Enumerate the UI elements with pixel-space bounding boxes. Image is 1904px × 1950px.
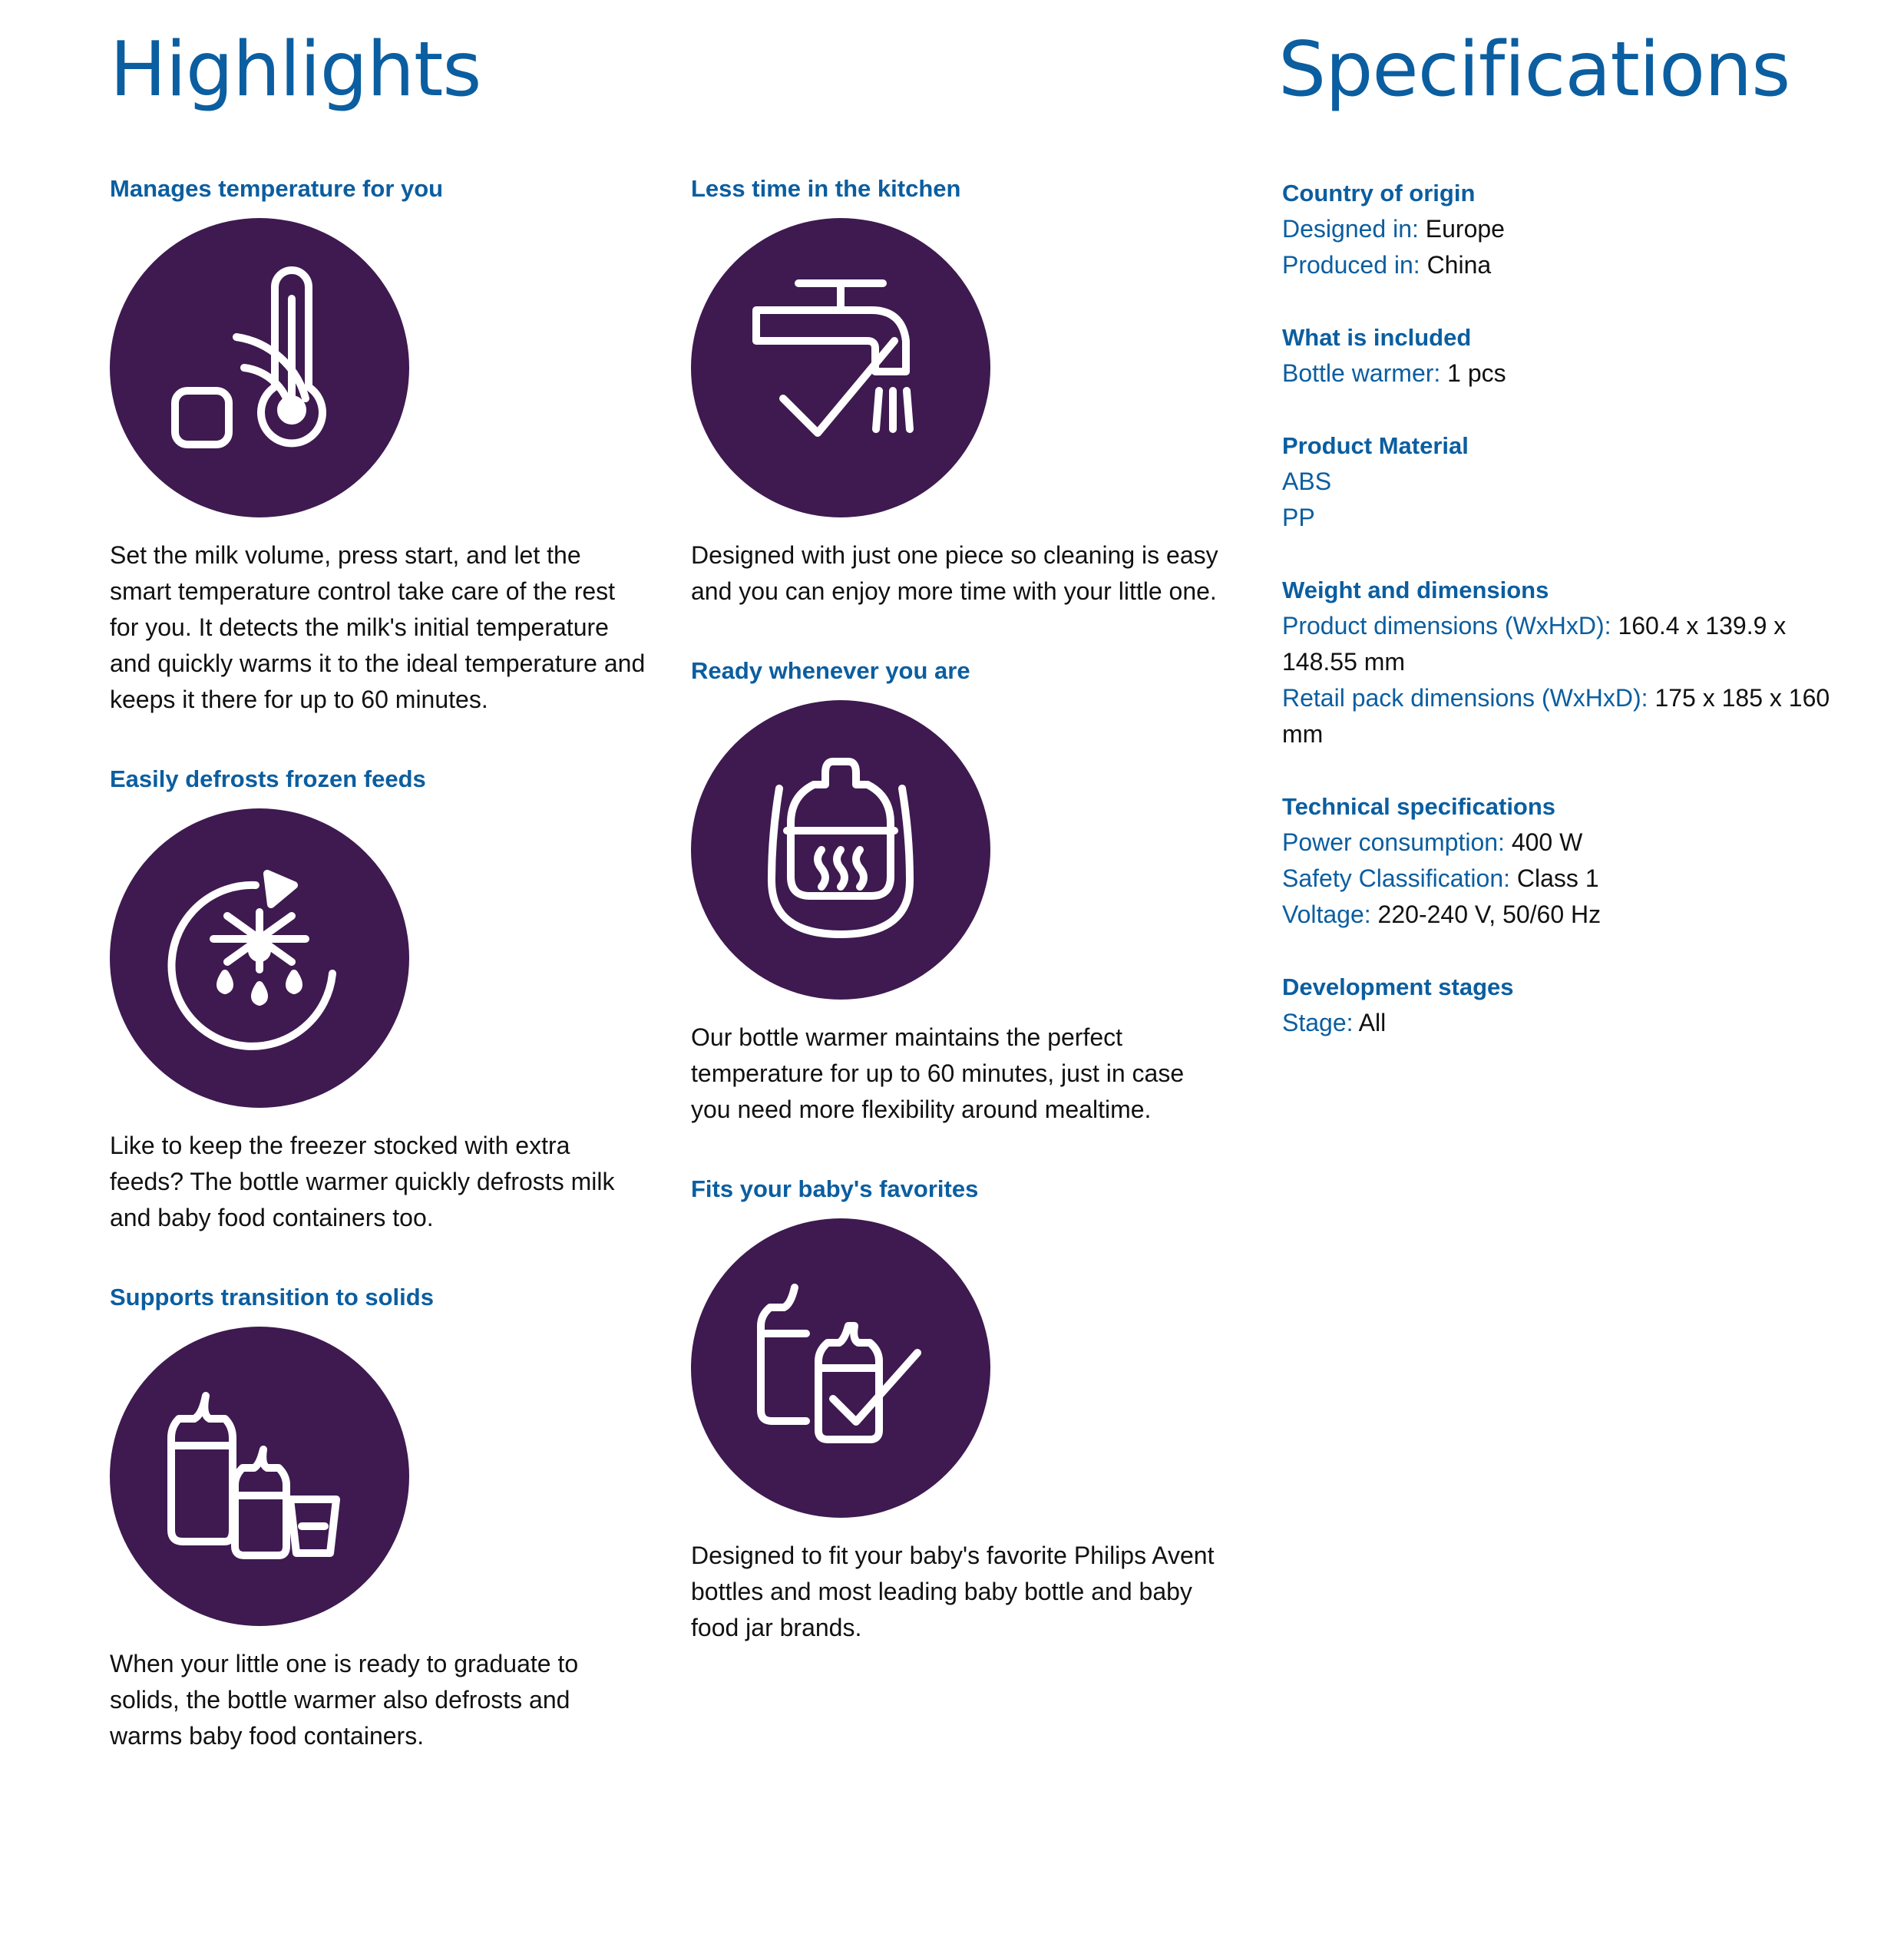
feature-transition-solids [110, 1284, 647, 1754]
specifications-column [1282, 175, 1850, 1077]
feature-less-time-kitchen [691, 175, 1228, 610]
feature-heading: Less time in the kitchen [691, 175, 961, 202]
highlights-title: Highlights [110, 26, 481, 114]
feature-defrosts [110, 765, 647, 1236]
spec-group-weight-dimensions [1282, 572, 1850, 752]
spec-group-technical [1282, 788, 1850, 933]
spec-line [1282, 608, 1850, 680]
highlights-column-left [110, 175, 647, 1802]
spec-value: China [1426, 251, 1492, 279]
feature-description: Our bottle warmer maintains the perfect temperature for up to 60 minutes, just in case you need more flexibility around mealtime. [691, 1023, 1185, 1123]
spec-heading: Country of origin [1282, 180, 1476, 207]
feature-manages-temperature [110, 175, 647, 718]
feature-description: Like to keep the freezer stocked with extra feeds? The bottle warmer quickly defrosts milk and baby food containers too. [110, 1132, 615, 1231]
spec-line [1282, 500, 1850, 536]
spec-heading: Technical specifications [1282, 793, 1556, 820]
spec-label: ABS [1282, 468, 1332, 495]
spec-line [1282, 861, 1850, 897]
spec-value: 160.4 x 139.9 x 148.55 mm [1282, 612, 1787, 676]
defrost-icon [110, 808, 409, 1108]
feature-description: Designed with just one piece so cleaning is easy and you can enjoy more time with your little one. [691, 541, 1218, 605]
spec-group-development-stages [1282, 969, 1850, 1041]
tap-check-icon [691, 218, 990, 517]
spec-value: 400 W [1511, 828, 1583, 856]
feature-heading: Ready whenever you are [691, 657, 970, 684]
spec-heading: What is included [1282, 324, 1472, 351]
spec-value: Europe [1425, 215, 1505, 243]
spec-value: 220-240 V, 50/60 Hz [1377, 901, 1602, 928]
spec-label: Safety Classification: [1282, 864, 1511, 892]
highlights-column-right [691, 175, 1228, 1694]
spec-heading: Product Material [1282, 432, 1469, 459]
thermometer-sensor-icon [110, 218, 409, 517]
spec-line [1282, 211, 1850, 247]
spec-label: Power consumption: [1282, 828, 1505, 856]
feature-description: When your little one is ready to graduate to solids, the bottle warmer also defrosts and warms baby food containers. [110, 1650, 579, 1750]
bottle-warmer-icon [691, 700, 990, 1000]
bottles-and-cup-icon [110, 1327, 409, 1626]
spec-label: PP [1282, 504, 1315, 531]
spec-line [1282, 825, 1850, 861]
spec-line [1282, 464, 1850, 500]
spec-group-what-is-included [1282, 319, 1850, 392]
spec-heading: Development stages [1282, 973, 1514, 1000]
spec-value: All [1358, 1009, 1387, 1036]
feature-heading: Fits your baby's favorites [691, 1175, 979, 1202]
feature-description: Designed to fit your baby's favorite Philips Avent bottles and most leading baby bottle and baby food jar brands. [691, 1542, 1215, 1641]
spec-group-product-material [1282, 428, 1850, 536]
spec-line [1282, 1005, 1850, 1041]
spec-line [1282, 680, 1850, 752]
spec-label: Product dimensions (WxHxD): [1282, 612, 1611, 640]
feature-description: Set the milk volume, press start, and let the smart temperature control take care of the rest for you. It detects the milk's initial temperature and quickly warms it to the ideal temperature and keeps it there for up to 60 minutes. [110, 541, 646, 713]
spec-value: Class 1 [1516, 864, 1599, 892]
spec-group-country-of-origin [1282, 175, 1850, 283]
feature-ready-whenever [691, 657, 1228, 1128]
spec-label: Designed in: [1282, 215, 1419, 243]
spec-label: Bottle warmer: [1282, 359, 1441, 387]
bottles-check-icon [691, 1218, 990, 1518]
spec-label: Produced in: [1282, 251, 1420, 279]
spec-value: 1 pcs [1447, 359, 1506, 387]
spec-label: Retail pack dimensions (WxHxD): [1282, 684, 1648, 712]
spec-label: Stage: [1282, 1009, 1354, 1036]
spec-line [1282, 355, 1850, 392]
specifications-title: Specifications [1278, 26, 1790, 114]
spec-line [1282, 897, 1850, 933]
spec-value: 175 x 185 x 160 mm [1282, 684, 1830, 748]
spec-heading: Weight and dimensions [1282, 577, 1549, 603]
feature-heading: Easily defrosts frozen feeds [110, 765, 426, 792]
spec-line [1282, 247, 1850, 283]
spec-label: Voltage: [1282, 901, 1371, 928]
feature-heading: Supports transition to solids [110, 1284, 434, 1310]
feature-fits-favorites [691, 1175, 1228, 1646]
feature-heading: Manages temperature for you [110, 175, 444, 202]
